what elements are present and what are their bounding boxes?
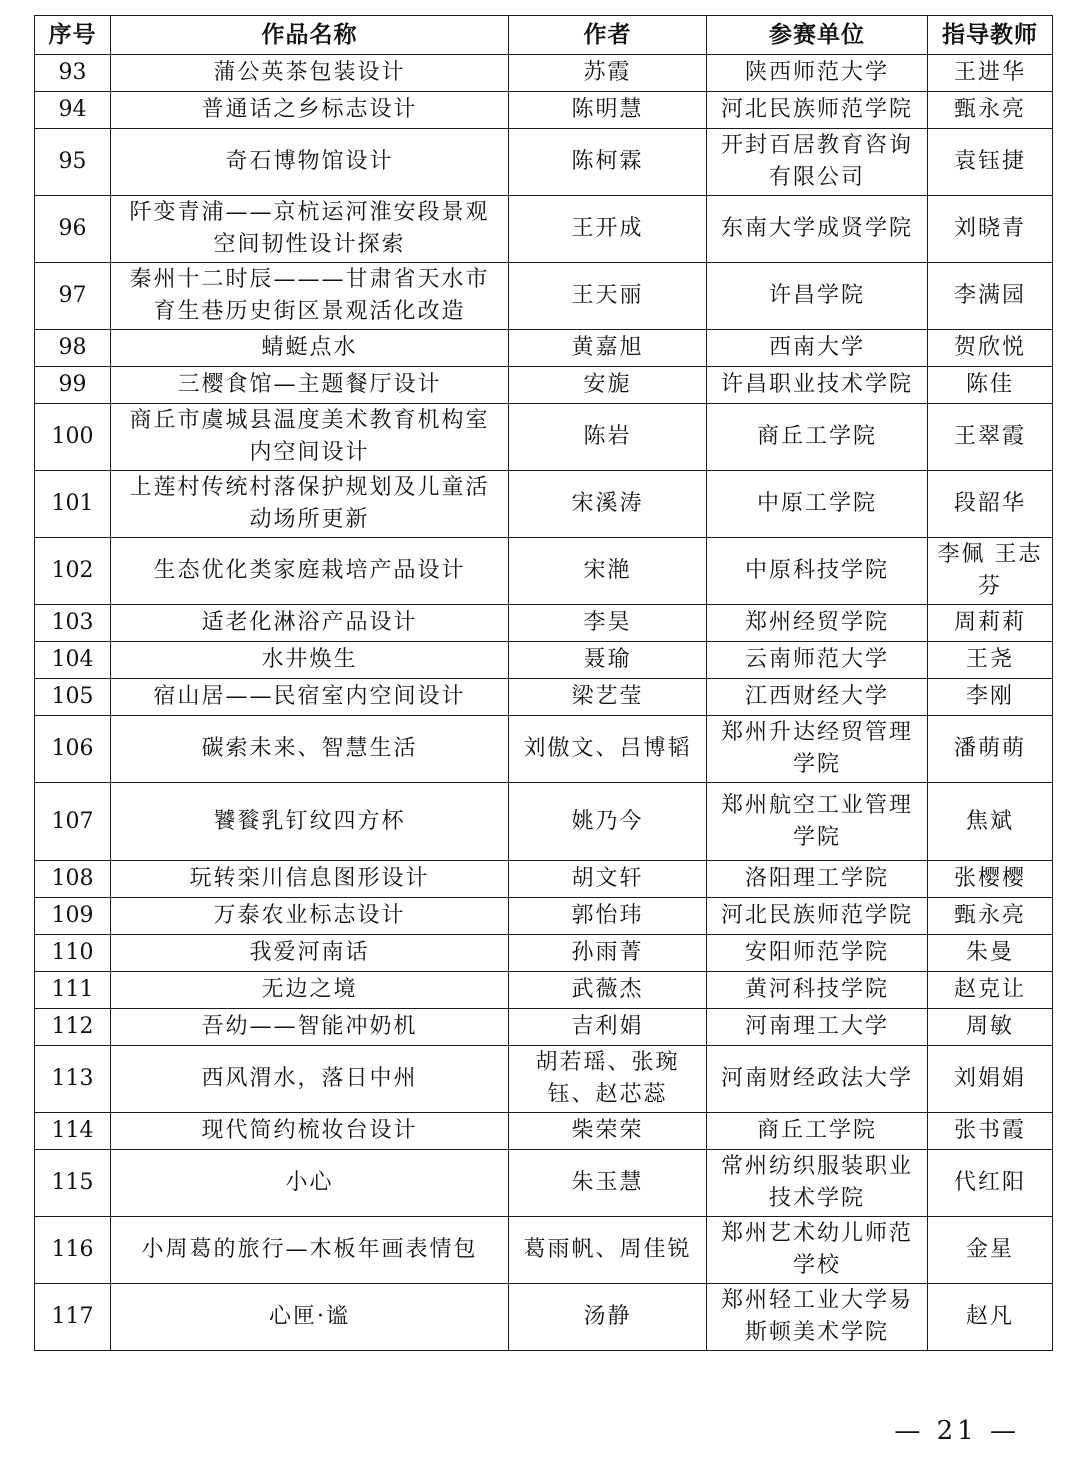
cell-unit: 洛阳理工学院 <box>707 861 928 898</box>
cell-unit: 郑州航空工业管理学院 <box>707 783 928 861</box>
table-row <box>35 367 1053 404</box>
cell-teacher: 张书霞 <box>928 1113 1053 1150</box>
cell-teacher: 段韶华 <box>928 471 1053 538</box>
cell-unit: 河北民族师范学院 <box>707 898 928 935</box>
cell-unit: 安阳师范学院 <box>707 935 928 972</box>
table-row <box>35 679 1053 716</box>
cell-author: 柴荣荣 <box>509 1113 707 1150</box>
table-row <box>35 1113 1053 1150</box>
table-row <box>35 898 1053 935</box>
cell-unit: 中原科技学院 <box>707 538 928 605</box>
cell-no: 115 <box>35 1150 111 1217</box>
cell-unit: 郑州艺术幼儿师范学校 <box>707 1217 928 1284</box>
table-row <box>35 716 1053 783</box>
cell-unit: 商丘工学院 <box>707 1113 928 1150</box>
cell-author: 陈柯霖 <box>509 129 707 196</box>
cell-author: 陈明慧 <box>509 92 707 129</box>
cell-teacher: 甄永亮 <box>928 898 1053 935</box>
table-row <box>35 1009 1053 1046</box>
cell-teacher: 赵克让 <box>928 972 1053 1009</box>
cell-teacher: 代红阳 <box>928 1150 1053 1217</box>
cell-author: 宋滟 <box>509 538 707 605</box>
cell-no: 117 <box>35 1284 111 1351</box>
header-no: 序号 <box>35 16 111 55</box>
cell-title: 小心 <box>111 1150 509 1217</box>
cell-no: 101 <box>35 471 111 538</box>
cell-title: 我爱河南话 <box>111 935 509 972</box>
cell-unit: 云南师范大学 <box>707 642 928 679</box>
cell-unit: 西南大学 <box>707 330 928 367</box>
cell-title: 生态优化类家庭栽培产品设计 <box>111 538 509 605</box>
cell-title: 上莲村传统村落保护规划及儿童活动场所更新 <box>111 471 509 538</box>
cell-author: 武薇杰 <box>509 972 707 1009</box>
cell-teacher: 王进华 <box>928 55 1053 92</box>
cell-author: 葛雨帆、周佳锐 <box>509 1217 707 1284</box>
cell-unit: 河北民族师范学院 <box>707 92 928 129</box>
cell-teacher: 李刚 <box>928 679 1053 716</box>
cell-unit: 郑州轻工业大学易斯顿美术学院 <box>707 1284 928 1351</box>
cell-unit: 开封百居教育咨询有限公司 <box>707 129 928 196</box>
cell-teacher: 朱曼 <box>928 935 1053 972</box>
cell-teacher: 张樱樱 <box>928 861 1053 898</box>
cell-no: 111 <box>35 972 111 1009</box>
cell-no: 109 <box>35 898 111 935</box>
cell-title: 吾幼——智能冲奶机 <box>111 1009 509 1046</box>
table-row <box>35 605 1053 642</box>
cell-author: 宋溪涛 <box>509 471 707 538</box>
cell-title: 蜻蜓点水 <box>111 330 509 367</box>
cell-no: 112 <box>35 1009 111 1046</box>
cell-teacher: 甄永亮 <box>928 92 1053 129</box>
cell-no: 104 <box>35 642 111 679</box>
cell-unit: 河南财经政法大学 <box>707 1046 928 1113</box>
cell-author: 朱玉慧 <box>509 1150 707 1217</box>
cell-no: 102 <box>35 538 111 605</box>
cell-no: 99 <box>35 367 111 404</box>
cell-author: 姚乃今 <box>509 783 707 861</box>
table-row <box>35 935 1053 972</box>
table-row <box>35 471 1053 538</box>
cell-no: 108 <box>35 861 111 898</box>
cell-author: 李昊 <box>509 605 707 642</box>
header-author: 作者 <box>509 16 707 55</box>
award-list-table <box>34 15 1053 1351</box>
cell-teacher: 王翠霞 <box>928 404 1053 471</box>
table-row <box>35 92 1053 129</box>
cell-unit: 河南理工大学 <box>707 1009 928 1046</box>
cell-title: 三樱食馆—主题餐厅设计 <box>111 367 509 404</box>
cell-teacher: 王尧 <box>928 642 1053 679</box>
cell-unit: 郑州经贸学院 <box>707 605 928 642</box>
cell-title: 水井焕生 <box>111 642 509 679</box>
cell-teacher: 袁钰捷 <box>928 129 1053 196</box>
cell-title: 商丘市虞城县温度美术教育机构室内空间设计 <box>111 404 509 471</box>
cell-teacher: 贺欣悦 <box>928 330 1053 367</box>
cell-no: 114 <box>35 1113 111 1150</box>
cell-title: 秦州十二时辰———甘肃省天水市育生巷历史街区景观活化改造 <box>111 263 509 330</box>
cell-author: 胡文轩 <box>509 861 707 898</box>
table-row <box>35 263 1053 330</box>
cell-teacher: 周敏 <box>928 1009 1053 1046</box>
cell-title: 阡变青浦——京杭运河淮安段景观空间韧性设计探索 <box>111 196 509 263</box>
header-teacher: 指导教师 <box>928 16 1053 55</box>
cell-title: 普通话之乡标志设计 <box>111 92 509 129</box>
cell-title: 碳索未来、智慧生活 <box>111 716 509 783</box>
header-row <box>35 16 1053 55</box>
cell-title: 现代简约梳妆台设计 <box>111 1113 509 1150</box>
cell-author: 刘傲文、吕博韬 <box>509 716 707 783</box>
cell-no: 113 <box>35 1046 111 1113</box>
cell-author: 胡若瑶、张琬钰、赵芯蕊 <box>509 1046 707 1113</box>
cell-unit: 江西财经大学 <box>707 679 928 716</box>
table-row <box>35 642 1053 679</box>
cell-title: 无边之境 <box>111 972 509 1009</box>
cell-unit: 商丘工学院 <box>707 404 928 471</box>
cell-teacher: 刘娟娟 <box>928 1046 1053 1113</box>
cell-title: 西风渭水，落日中州 <box>111 1046 509 1113</box>
cell-teacher: 潘萌萌 <box>928 716 1053 783</box>
cell-no: 110 <box>35 935 111 972</box>
cell-no: 96 <box>35 196 111 263</box>
cell-unit: 陕西师范大学 <box>707 55 928 92</box>
table-row <box>35 861 1053 898</box>
cell-unit: 许昌职业技术学院 <box>707 367 928 404</box>
cell-no: 106 <box>35 716 111 783</box>
table-row <box>35 196 1053 263</box>
cell-no: 93 <box>35 55 111 92</box>
cell-unit: 常州纺织服装职业技术学院 <box>707 1150 928 1217</box>
cell-title: 玩转栾川信息图形设计 <box>111 861 509 898</box>
cell-author: 陈岩 <box>509 404 707 471</box>
cell-no: 94 <box>35 92 111 129</box>
table-row <box>35 1046 1053 1113</box>
table-row <box>35 129 1053 196</box>
cell-no: 116 <box>35 1217 111 1284</box>
cell-unit: 许昌学院 <box>707 263 928 330</box>
header-title: 作品名称 <box>111 16 509 55</box>
cell-no: 95 <box>35 129 111 196</box>
table-row <box>35 972 1053 1009</box>
table-row <box>35 1150 1053 1217</box>
cell-teacher: 金星 <box>928 1217 1053 1284</box>
table-row <box>35 404 1053 471</box>
cell-no: 105 <box>35 679 111 716</box>
cell-teacher: 赵凡 <box>928 1284 1053 1351</box>
cell-no: 107 <box>35 783 111 861</box>
cell-title: 宿山居——民宿室内空间设计 <box>111 679 509 716</box>
cell-title: 小周葛的旅行—木板年画表情包 <box>111 1217 509 1284</box>
cell-author: 王开成 <box>509 196 707 263</box>
cell-teacher: 陈佳 <box>928 367 1053 404</box>
cell-no: 98 <box>35 330 111 367</box>
cell-author: 安旎 <box>509 367 707 404</box>
cell-title: 饕餮乳钉纹四方杯 <box>111 783 509 861</box>
cell-author: 梁艺莹 <box>509 679 707 716</box>
cell-teacher: 刘晓青 <box>928 196 1053 263</box>
cell-author: 聂瑜 <box>509 642 707 679</box>
cell-unit: 黄河科技学院 <box>707 972 928 1009</box>
cell-title: 适老化淋浴产品设计 <box>111 605 509 642</box>
cell-title: 奇石博物馆设计 <box>111 129 509 196</box>
cell-no: 103 <box>35 605 111 642</box>
table-row <box>35 1217 1053 1284</box>
table-row <box>35 1284 1053 1351</box>
table-row <box>35 55 1053 92</box>
page-number: — 21 — <box>894 1416 1020 1446</box>
cell-title: 蒲公英茶包装设计 <box>111 55 509 92</box>
cell-author: 汤静 <box>509 1284 707 1351</box>
table-row <box>35 538 1053 605</box>
table-row <box>35 783 1053 861</box>
table-row <box>35 330 1053 367</box>
cell-title: 心匣·谧 <box>111 1284 509 1351</box>
table-body <box>35 55 1053 1351</box>
cell-author: 苏霞 <box>509 55 707 92</box>
header-unit: 参赛单位 <box>707 16 928 55</box>
cell-no: 100 <box>35 404 111 471</box>
cell-teacher: 李佩 王志芬 <box>928 538 1053 605</box>
cell-author: 孙雨菁 <box>509 935 707 972</box>
cell-teacher: 李满园 <box>928 263 1053 330</box>
cell-author: 郭怡玮 <box>509 898 707 935</box>
cell-title: 万泰农业标志设计 <box>111 898 509 935</box>
cell-teacher: 周莉莉 <box>928 605 1053 642</box>
cell-unit: 郑州升达经贸管理学院 <box>707 716 928 783</box>
cell-author: 吉利娟 <box>509 1009 707 1046</box>
cell-unit: 中原工学院 <box>707 471 928 538</box>
cell-author: 黄嘉旭 <box>509 330 707 367</box>
cell-author: 王天丽 <box>509 263 707 330</box>
cell-no: 97 <box>35 263 111 330</box>
cell-unit: 东南大学成贤学院 <box>707 196 928 263</box>
cell-teacher: 焦斌 <box>928 783 1053 861</box>
